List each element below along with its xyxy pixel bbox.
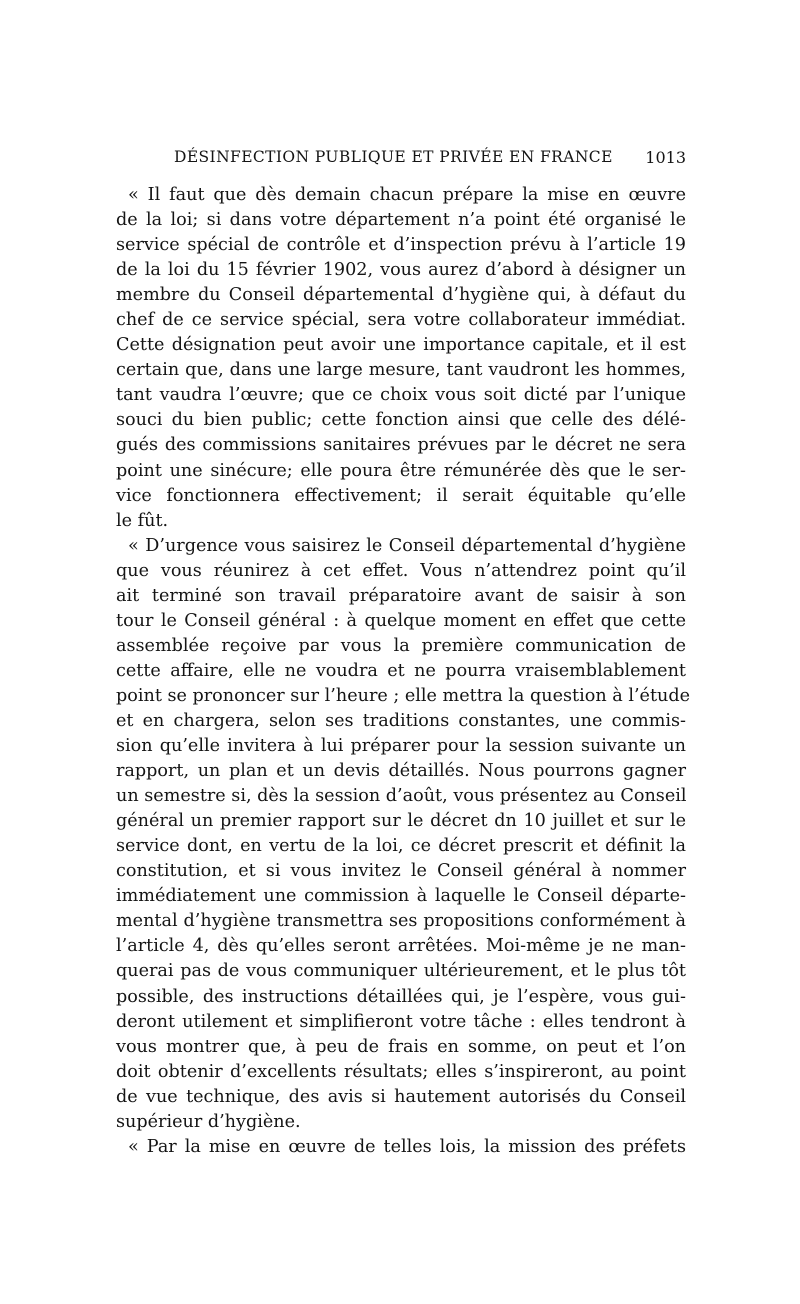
paragraph-2-line: doit obtenir d’excellents résultats; elles s’inspireront, au point xyxy=(116,1061,686,1082)
paragraph-2-line: deront utilement et simplifieront votre tâche : elles tendront à xyxy=(116,1011,686,1032)
paragraph-3-line: « Par la mise en œuvre de telles lois, la mission des préfets xyxy=(128,1136,686,1157)
paragraph-2-line: immédiatement une commission à laquelle le Conseil départe- xyxy=(116,886,686,907)
paragraph-2-line: mental d’hygiène transmettra ses propositions conformément à xyxy=(116,911,686,932)
paragraph-1-line: vice fonctionnera effectivement; il serait équitable qu’elle xyxy=(116,485,686,506)
paragraph-2-line: « D’urgence vous saisirez le Conseil départemental d’hygiène xyxy=(128,535,686,556)
paragraph-2-line: assemblée reçoive par vous la première communication de xyxy=(116,635,686,656)
paragraph-1-line: de la loi du 15 février 1902, vous aurez d’abord à désigner un xyxy=(116,260,686,281)
paragraph-2-line: tour le Conseil général : à quelque moment en effet que cette xyxy=(116,610,686,631)
paragraph-1-line: de la loi; si dans votre département n’a point été organisé le xyxy=(116,210,686,231)
paragraph-2-line: et en chargera, selon ses traditions constantes, une commis- xyxy=(116,710,686,731)
paragraph-2-line: service dont, en vertu de la loi, ce décret prescrit et définit la xyxy=(116,836,686,857)
paragraph-2-line: supérieur d’hygiène. xyxy=(116,1111,301,1132)
paragraph-2-line: sion qu’elle invitera à lui préparer pour la session suivante un xyxy=(116,736,686,757)
paragraph-1-line: gués des commissions sanitaires prévues par le décret ne sera xyxy=(116,435,686,456)
paragraph-1-line: le fût. xyxy=(116,510,169,531)
paragraph-2-line: point se prononcer sur l’heure ; elle mettra la question à l’étude xyxy=(116,685,691,706)
paragraph-2-line: rapport, un plan et un devis détaillés. Nous pourrons gagner xyxy=(116,761,686,782)
running-head xyxy=(116,148,686,170)
body-text xyxy=(116,183,691,1160)
paragraph-1-line: souci du bien public; cette fonction ainsi que celle des délé- xyxy=(116,410,686,431)
paragraph-2-line: constitution, et si vous invitez le Conseil général à nommer xyxy=(116,861,686,882)
paragraph-1-line: Cette désignation peut avoir une importance capitale, et il est xyxy=(116,335,686,356)
paragraph-1-line: service spécial de contrôle et d’inspection prévu à l’article 19 xyxy=(116,235,686,256)
paragraph-1-line: chef de ce service spécial, sera votre collaborateur immédiat. xyxy=(116,310,686,331)
paragraph-2-line: possible, des instructions détaillées qui, je l’espère, vous gui- xyxy=(116,986,686,1007)
paragraph-1-line: certain que, dans une large mesure, tant vaudront les hommes, xyxy=(116,360,686,381)
paragraph-2-line: que vous réunirez à cet effet. Vous n’attendrez point qu’il xyxy=(116,560,686,581)
paragraph-1-line: point une sinécure; elle poura être rémunérée dès que le ser- xyxy=(116,460,686,481)
paragraph-2-line: général un premier rapport sur le décret dn 10 juillet et sur le xyxy=(116,811,686,832)
running-title: DÉSINFECTION PUBLIQUE ET PRIVÉE EN FRANCE xyxy=(174,148,613,166)
paragraph-1-line: tant vaudra l’œuvre; que ce choix vous soit dicté par l’unique xyxy=(116,385,686,406)
paragraph-1-line: « Il faut que dès demain chacun prépare la mise en œuvre xyxy=(128,185,686,205)
paragraph-2-line: vous montrer que, à peu de frais en somme, on peut et l’on xyxy=(116,1036,686,1057)
paragraph-2-line: de vue technique, des avis si hautement autorisés du Conseil xyxy=(116,1086,686,1107)
paragraph-2-line: querai pas de vous communiquer ultérieurement, et le plus tôt xyxy=(116,961,686,982)
paragraph-1-line: membre du Conseil départemental d’hygiène qui, à défaut du xyxy=(116,285,686,306)
paragraph-2-line: ait terminé son travail préparatoire avant de saisir à son xyxy=(116,585,686,606)
paragraph-2-line: l’article 4, dès qu’elles seront arrêtées. Moi-même je ne man- xyxy=(116,936,686,957)
paragraph-2-line: cette affaire, elle ne voudra et ne pourra vraisemblablement xyxy=(116,660,686,681)
paragraph-2-line: un semestre si, dès la session d’août, vous présentez au Conseil xyxy=(116,786,687,807)
page-number: 1013 xyxy=(645,148,686,167)
